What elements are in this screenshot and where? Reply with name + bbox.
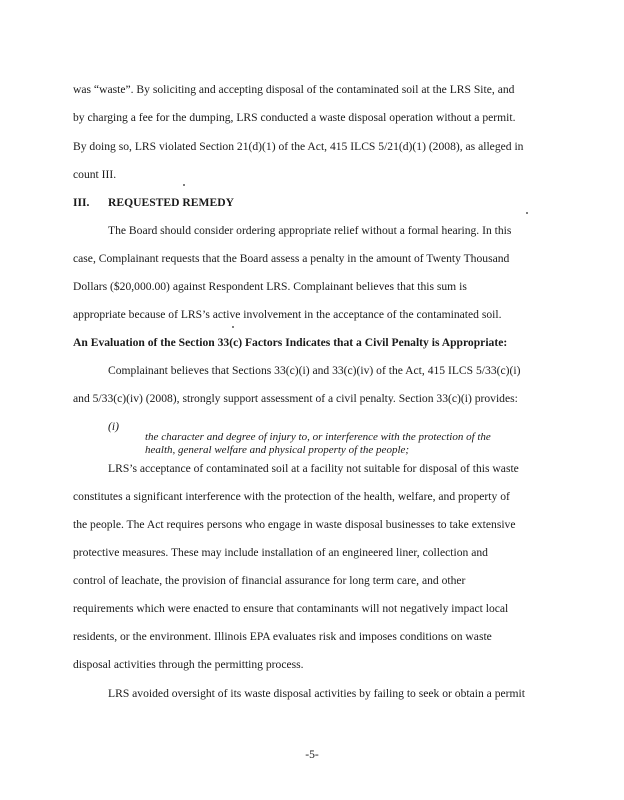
scan-speck	[232, 326, 234, 328]
text-line: by charging a fee for the dumping, LRS conducted a waste disposal operation without a permit.	[73, 111, 516, 124]
text-line: requirements which were enacted to ensure that contaminants will not negatively impact local	[73, 602, 509, 615]
text-line: LRS’s acceptance of contaminated soil at a facility not suitable for disposal of this waste	[108, 462, 519, 475]
scan-speck	[526, 212, 528, 214]
text-line: residents, or the environment. Illinois EPA evaluates risk and imposes conditions on waste	[73, 630, 492, 643]
text-line: case, Complainant requests that the Board assess a penalty in the amount of Twenty Thousand	[73, 252, 510, 265]
quote-number: (i)	[108, 420, 119, 433]
page-number: -5-	[305, 748, 319, 761]
scan-speck	[183, 184, 185, 186]
text-line: disposal activities through the permitting process.	[73, 658, 304, 671]
text-line: LRS avoided oversight of its waste disposal activities by failing to seek or obtain a permit	[108, 687, 525, 700]
quote-line: health, general welfare and physical property of the people;	[145, 444, 410, 456]
section-number: III.	[73, 196, 90, 209]
text-line: By doing so, LRS violated Section 21(d)(1) of the Act, 415 ILCS 5/21(d)(1) (2008), as alleged in	[73, 140, 524, 153]
section-heading	[73, 196, 234, 210]
text-line: appropriate because of LRS’s active involvement in the acceptance of the contaminated soil.	[73, 308, 502, 321]
quote-line: the character and degree of injury to, or interference with the protection of the	[145, 431, 491, 443]
text-line: Dollars ($20,000.00) against Respondent LRS. Complainant believes that this sum is	[73, 280, 467, 293]
text-line: the people. The Act requires persons who engage in waste disposal businesses to take extensive	[73, 518, 516, 531]
section-title: REQUESTED REMEDY	[108, 196, 234, 209]
text-line: and 5/33(c)(iv) (2008), strongly support assessment of a civil penalty. Section 33(c)(i) provides:	[73, 392, 518, 405]
text-line: control of leachate, the provision of financial assurance for long term care, and other	[73, 574, 466, 587]
subheading: An Evaluation of the Section 33(c) Factors Indicates that a Civil Penalty is Appropriate:	[73, 336, 508, 349]
text-line: count III.	[73, 168, 117, 181]
text-line: was “waste”. By soliciting and accepting disposal of the contaminated soil at the LRS Site, and	[73, 83, 515, 96]
text-line: The Board should consider ordering appropriate relief without a formal hearing. In this	[108, 224, 512, 237]
text-line: constitutes a significant interference with the protection of the health, welfare, and property of	[73, 490, 510, 503]
text-line: protective measures. These may include installation of an engineered liner, collection and	[73, 546, 488, 559]
text-line: Complainant believes that Sections 33(c)(i) and 33(c)(iv) of the Act, 415 ILCS 5/33(c)(i)	[108, 364, 521, 377]
